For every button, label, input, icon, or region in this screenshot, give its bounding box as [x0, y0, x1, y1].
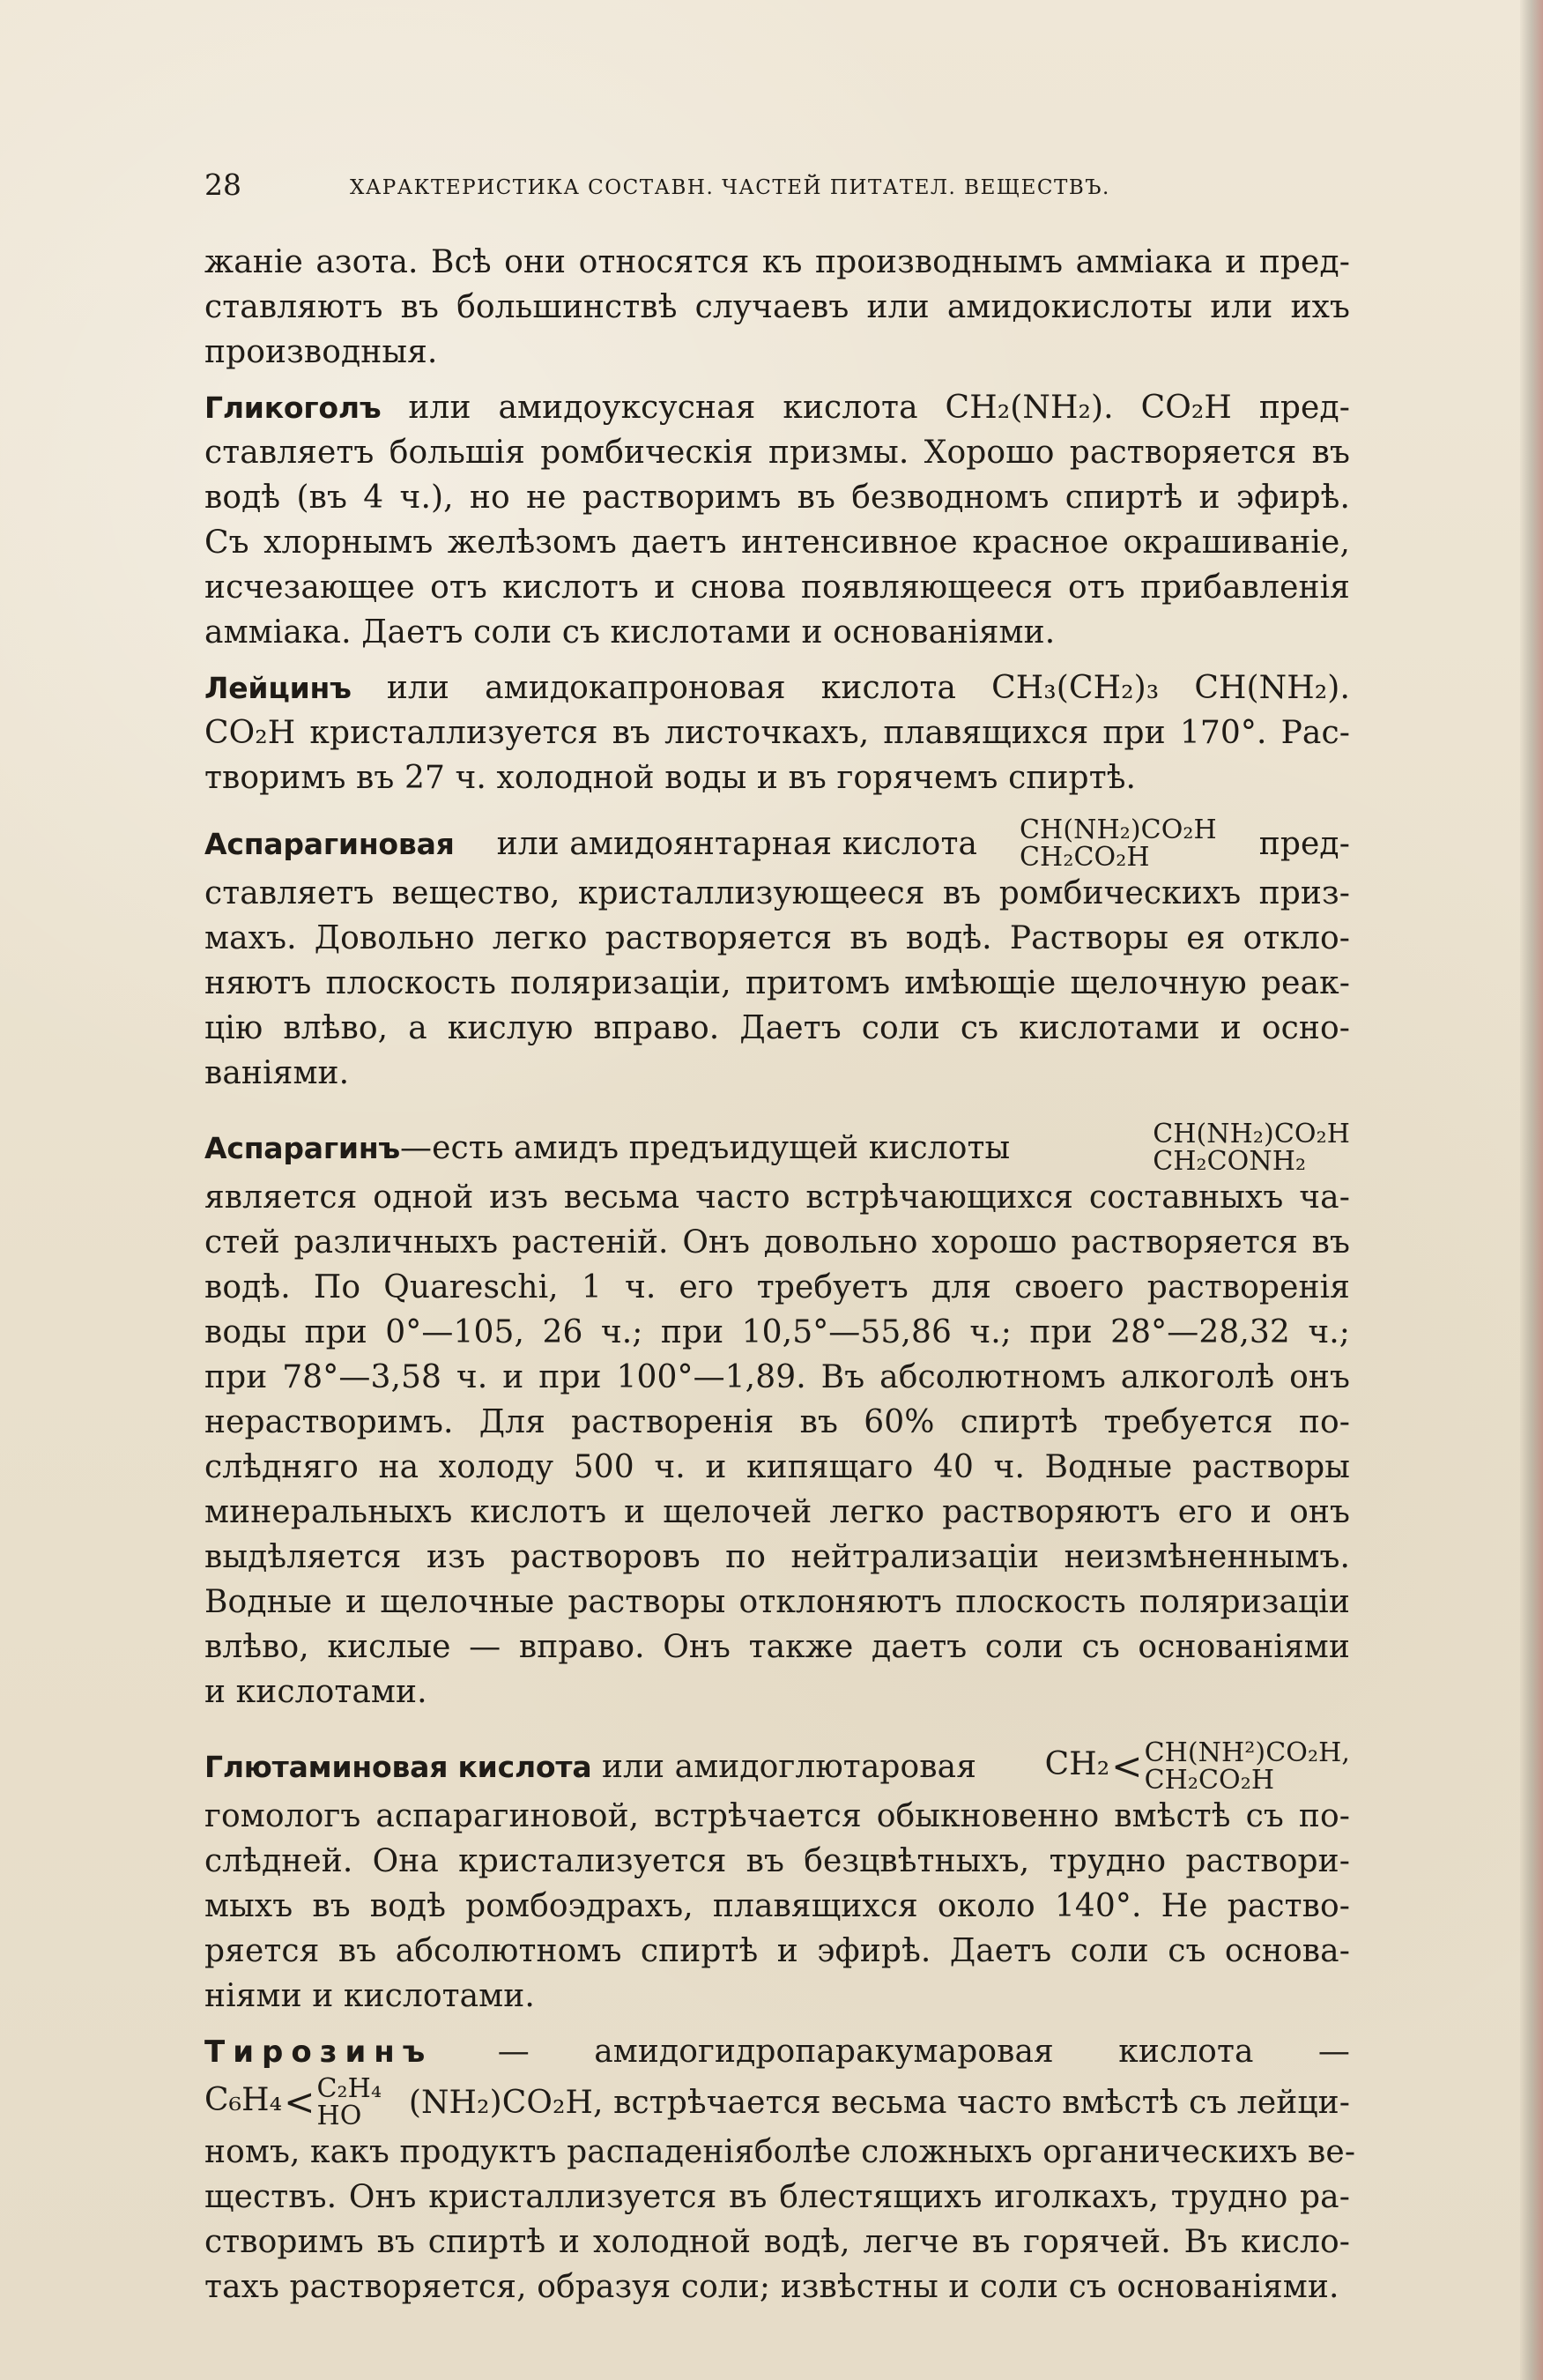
paragraph-gap — [204, 655, 1350, 666]
aspartic-heading-line — [204, 816, 1350, 871]
tyrosine-formula-prefix: C₆H₄ — [204, 2082, 283, 2118]
glutamic-term: Глютаминовая кислота — [204, 1749, 592, 1784]
glutamic-formula — [1045, 1739, 1350, 1794]
asparagine-line-5: при 78°—3,58 ч. и при 100°—1,89. Въ абсолютномъ алкоголѣ онъ — [204, 1359, 1350, 1395]
aspartic-line-3: няютъ плоскость поляризаціи, притомъ имѣющіе щелочную реак- — [204, 965, 1350, 1001]
tyrosine-line-3: ществъ. Онъ кристаллизуется въ блестящихъ иголкахъ, трудно ра- — [204, 2179, 1350, 2215]
asparagine-line-6: нерастворимъ. Для растворенія въ 60% спиртѣ требуется по- — [204, 1404, 1350, 1440]
glutamic-line-1: гомологъ аспарагиновой, встрѣчается обыкновенно вмѣстѣ съ по- — [204, 1798, 1350, 1834]
glycol-line-5: исчезающее отъ кислотъ и снова появляющееся отъ прибавленія — [204, 569, 1350, 606]
paragraph-gap — [204, 1714, 1350, 1739]
intro-line-1: жаніе азота. Всѣ они относятся къ производнымъ амміака и пред- — [204, 244, 1350, 280]
glutamic-formula-top: CH(NH²)CO₂H, — [1144, 1737, 1350, 1768]
glutamic-lead — [204, 1744, 976, 1789]
tyrosine-formula-stack — [317, 2075, 382, 2130]
asparagine-intro: —есть амидъ предъидущей кислоты — [400, 1129, 1011, 1166]
asparagine-line-3: водѣ. По Quareschi, 1 ч. его требуетъ для своего растворенія — [204, 1269, 1350, 1305]
leucine-line-3: творимъ въ 27 ч. холодной воды и въ горячемъ спиртѣ. — [204, 760, 1137, 796]
page-edge-binding — [1520, 0, 1543, 2380]
asparagine-formula — [1153, 1120, 1350, 1175]
page-header — [204, 167, 1350, 205]
intro-line-3: производныя. — [204, 334, 438, 370]
paragraph-gap — [204, 2019, 1350, 2029]
aspartic-line-2: махъ. Довольно легко растворяется въ водѣ. Растворы ея откло- — [204, 920, 1350, 956]
asparagine-line-1: является одной изъ весьма часто встрѣчающихся составныхъ ча- — [204, 1179, 1350, 1216]
less-than-bracket-icon: < — [1111, 1744, 1143, 1788]
asparagine-line-4: воды при 0°—105, 26 ч.; при 10,5°—55,86 ч.; при 28°—28,32 ч.; — [204, 1314, 1350, 1350]
glutamic-heading-line — [204, 1739, 1350, 1794]
aspartic-formula — [1020, 816, 1217, 871]
aspartic-line-5: ваніями. — [204, 1055, 350, 1091]
paragraph-gap — [204, 375, 1350, 385]
glutamic-formula-bottom: CH₂CO₂H — [1144, 1765, 1275, 1796]
aspartic-formula-bottom: CH₂CO₂H — [1020, 842, 1150, 873]
glycol-line-3: водѣ (въ 4 ч.), но не растворимъ въ безводномъ спиртѣ и эфирѣ. — [204, 480, 1350, 516]
glutamic-line-3: мыхъ въ водѣ ромбоэдрахъ, плавящихся около 140°. Не раство- — [204, 1888, 1350, 1924]
glutamic-intro: или амидоглютаровая — [601, 1748, 977, 1785]
leucine-line-1 — [204, 666, 1350, 710]
tyrosine-line-4: створимъ въ спиртѣ и холодной водѣ, легче въ горячей. Въ кисло- — [204, 2224, 1350, 2260]
tyrosine-formula-group — [204, 2075, 382, 2130]
asparagine-line-7: слѣдняго на холоду 500 ч. и кипящаго 40 ч. Водные растворы — [204, 1449, 1350, 1485]
leucine-term: Лейцинъ — [204, 671, 352, 705]
less-than-bracket-icon: < — [284, 2080, 315, 2123]
aspartic-term: Аспарагиновая — [204, 826, 455, 861]
glutamic-formula-stack — [1145, 1739, 1350, 1794]
tyrosine-line-5: тахъ растворяется, образуя соли; извѣстны и соли съ основаніями. — [204, 2269, 1339, 2305]
asparagine-formula-top: CH(NH₂)CO₂H — [1153, 1119, 1350, 1149]
bottom-margin — [204, 2309, 1350, 2345]
glutamic-line-2: слѣдней. Она кристализуется въ безцвѣтныхъ, трудно раствори- — [204, 1843, 1350, 1879]
asparagine-line-8: минеральныхъ кислотъ и щелочей легко растворяютъ его и онъ — [204, 1494, 1350, 1530]
aspartic-intro: или амидоянтарная кислота — [496, 825, 978, 862]
tyrosine-intro: — амидогидропаракумаровая кислота — — [497, 2034, 1351, 2070]
aspartic-outro: пред- — [1258, 825, 1350, 862]
tyrosine-term: Тирозинъ — [204, 2034, 434, 2070]
glycol-line-2: ставляетъ большія ромбическія призмы. Хорошо растворяется въ — [204, 435, 1350, 471]
page-content — [204, 240, 1356, 2345]
asparagine-line-10: Водные и щелочные растворы отклоняютъ плоскость поляризаціи — [204, 1584, 1350, 1620]
glycol-term: Гликоголъ — [204, 390, 382, 425]
glutamic-formula-prefix: CH₂ — [1044, 1746, 1110, 1782]
intro-line-2: ставляютъ въ большинствѣ случаевъ или амидокислоты или ихъ — [204, 289, 1350, 325]
tyrosine-line-1 — [204, 2029, 1350, 2075]
leucine-line-1-text: или амидокапроновая кислота CH₃(CH₂)₃ CH(NH₂). — [386, 670, 1350, 706]
asparagine-term: Аспарагинъ — [204, 1130, 401, 1165]
tyrosine-formula-suffix: (NH₂)CO₂H, встрѣчается весьма часто вмѣстѣ съ лейци- — [408, 2084, 1350, 2121]
glycol-line-6: амміака. Даетъ соли съ кислотами и основаніями. — [204, 614, 1056, 651]
running-title: ХАРАКТЕРИСТИКА СОСТАВН. ЧАСТЕЙ ПИТАТЕЛ. ВЕЩЕСТВЪ. — [350, 176, 1110, 199]
asparagine-line-2: стей различныхъ растеній. Онъ довольно хорошо растворяется въ — [204, 1224, 1350, 1261]
asparagine-line-11: влѣво, кислые — вправо. Онъ также даетъ соли съ основаніями — [204, 1629, 1350, 1665]
aspartic-line-1: ставляетъ вещество, кристаллизующееся въ ромбическихъ приз- — [204, 875, 1350, 911]
tyrosine-formula-line — [204, 2075, 1350, 2130]
asparagine-line-9: выдѣляется изъ растворовъ по нейтрализаціи неизмѣненнымъ. — [204, 1539, 1350, 1575]
page-number: 28 — [204, 167, 241, 202]
glutamic-line-4: ряется въ абсолютномъ спиртѣ и эфирѣ. Даетъ соли съ основа- — [204, 1933, 1350, 1969]
tyrosine-line-2: номъ, какъ продуктъ распаденіяболѣе сложныхъ органическихъ ве- — [204, 2134, 1356, 2170]
glycol-line-1 — [204, 385, 1350, 430]
glutamic-line-5: ніями и кислотами. — [204, 1978, 535, 2014]
asparagine-lead — [204, 1126, 1010, 1171]
aspartic-formula-top: CH(NH₂)CO₂H — [1020, 814, 1217, 845]
tyrosine-formula-top: C₂H₄ — [316, 2073, 382, 2104]
tyrosine-formula-bottom: HO — [316, 2101, 362, 2131]
asparagine-heading-line — [204, 1120, 1350, 1175]
aspartic-line-4: цію влѣво, а кислую вправо. Даетъ соли съ кислотами и осно- — [204, 1010, 1350, 1046]
glycol-line-1-text: или амидоуксусная кислота CH₂(NH₂). CO₂H пред- — [408, 390, 1350, 426]
paragraph-gap — [204, 1096, 1350, 1120]
asparagine-line-12: и кислотами. — [204, 1674, 427, 1710]
asparagine-formula-bottom: CH₂CONH₂ — [1153, 1146, 1307, 1177]
glycol-line-4: Съ хлорнымъ желѣзомъ даетъ интенсивное красное окрашиваніе, — [204, 524, 1350, 561]
leucine-line-2: CO₂H кристаллизуется въ листочкахъ, плавящихся при 170°. Рас- — [204, 715, 1350, 751]
